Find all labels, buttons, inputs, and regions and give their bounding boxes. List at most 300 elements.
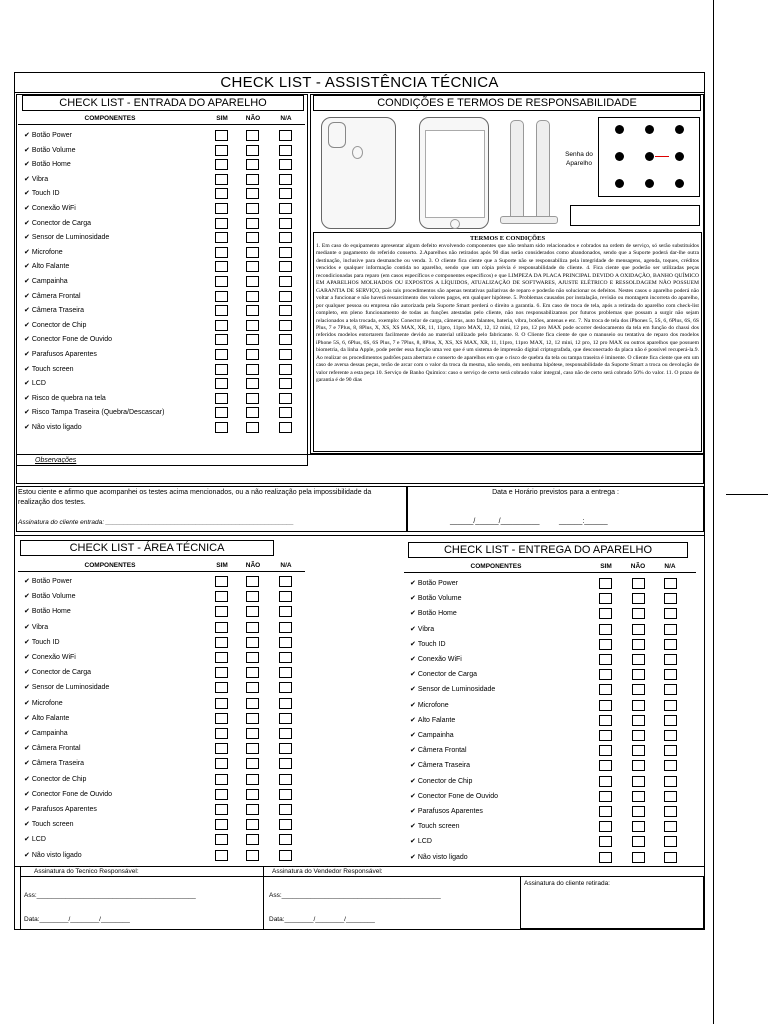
area-item-label: Parafusos Aparentes (31, 806, 97, 813)
entrada-checkbox-na[interactable] (279, 320, 292, 331)
area-checkbox-nao[interactable] (246, 819, 259, 830)
entrega-row (410, 837, 432, 845)
entrega-row (410, 579, 458, 587)
entrada-checkbox-sim[interactable] (215, 174, 228, 185)
check-icon: ✔ (24, 730, 30, 737)
area-checkbox-na[interactable] (279, 728, 292, 739)
entrada-checkbox-nao[interactable] (246, 247, 259, 258)
entrega-checkbox-sim[interactable] (599, 852, 612, 863)
area-checkbox-sim[interactable] (215, 698, 228, 709)
entrega-checkbox-sim[interactable] (599, 836, 612, 847)
entrada-checkbox-sim[interactable] (215, 218, 228, 229)
entrega-row (410, 701, 449, 709)
area-checkbox-na[interactable] (279, 743, 292, 754)
area-row (24, 729, 68, 737)
entrada-checkbox-sim[interactable] (215, 422, 228, 433)
area-checkbox-sim[interactable] (215, 606, 228, 617)
area-checkbox-nao[interactable] (246, 637, 259, 648)
data-previsao-blank[interactable]: ______/______/__________ ______:______ (450, 518, 608, 525)
area-item-label: Sensor de Luminosidade (31, 684, 110, 692)
entrega-checkbox-sim[interactable] (599, 654, 612, 665)
entrega-checkbox-na[interactable] (664, 684, 677, 695)
check-icon: ✔ (410, 792, 416, 800)
sign-tecnico-data[interactable]: Data:________/________/________ (24, 916, 130, 923)
area-item-label: Campainha (31, 730, 68, 737)
entrada-checkbox-sim[interactable] (215, 261, 228, 272)
sign-vendedor-ass[interactable]: Ass:____________________________________________ (269, 892, 441, 899)
area-checkbox-nao[interactable] (246, 728, 259, 739)
entrada-checkbox-sim[interactable] (215, 305, 228, 316)
area-checkbox-sim[interactable] (215, 652, 228, 663)
check-icon: ✔ (24, 307, 30, 315)
entrada-item-label: Não visto ligado (31, 424, 82, 431)
entrega-checkbox-nao[interactable] (632, 791, 645, 802)
entrada-row (24, 335, 112, 343)
area-item-label: Conector de Carga (31, 669, 92, 677)
check-icon: ✔ (24, 760, 30, 768)
assinatura-entrada[interactable]: Assinatura do cliente entrada: ____________________________________________________ (18, 519, 294, 526)
entrega-checkbox-nao[interactable] (632, 624, 645, 635)
entrega-title: CHECK LIST - ENTREGA DO APARELHO (408, 542, 688, 558)
area-col-components: COMPONENTES (84, 562, 136, 569)
check-icon: ✔ (24, 775, 30, 783)
entrega-col-sim: SIM (600, 563, 612, 570)
entrada-checkbox-sim[interactable] (215, 407, 228, 418)
entrada-checkbox-nao[interactable] (246, 159, 259, 170)
entrada-checkbox-nao[interactable] (246, 232, 259, 243)
entrada-checkbox-nao[interactable] (246, 305, 259, 316)
area-checkbox-sim[interactable] (215, 758, 228, 769)
area-checkbox-na[interactable] (279, 774, 292, 785)
entrega-checkbox-nao[interactable] (632, 593, 645, 604)
area-row (24, 699, 63, 707)
check-icon: ✔ (24, 851, 30, 859)
area-checkbox-nao[interactable] (246, 667, 259, 678)
entrada-checkbox-nao[interactable] (246, 145, 259, 156)
entrada-checkbox-na[interactable] (279, 203, 292, 214)
check-icon: ✔ (24, 336, 30, 344)
entrega-row (410, 609, 457, 617)
check-icon: ✔ (24, 684, 30, 692)
entrega-checkbox-na[interactable] (664, 730, 677, 741)
entrada-checkbox-nao[interactable] (246, 218, 259, 229)
entrada-item-label: Touch screen (31, 365, 74, 373)
entrada-col-na: N/A (280, 115, 292, 122)
conditions-title: CONDIÇÕES E TERMOS DE RESPONSABILIDADE (313, 95, 701, 111)
entrega-item-label: Botão Home (417, 610, 457, 618)
entrega-checkbox-nao[interactable] (632, 730, 645, 741)
area-row (24, 592, 75, 600)
entrega-item-label: Conector Fone de Ouvido (417, 792, 499, 800)
area-checkbox-nao[interactable] (246, 682, 259, 693)
area-checkbox-na[interactable] (279, 789, 292, 800)
entrega-checkbox-nao[interactable] (632, 654, 645, 665)
area-checkbox-sim[interactable] (215, 591, 228, 602)
check-icon: ✔ (410, 671, 416, 679)
entrega-item-label: Conexão WiFi (417, 656, 462, 663)
entrega-item-label: Campainha (417, 732, 454, 739)
area-checkbox-nao[interactable] (246, 758, 259, 769)
observacoes-box[interactable] (16, 454, 704, 484)
entrega-checkbox-nao[interactable] (632, 776, 645, 787)
entrada-checkbox-sim[interactable] (215, 232, 228, 243)
phone-side-image-1 (510, 120, 524, 222)
entrega-row (410, 822, 460, 830)
entrega-checkbox-na[interactable] (664, 776, 677, 787)
entrada-checkbox-na[interactable] (279, 174, 292, 185)
area-checkbox-nao[interactable] (246, 774, 259, 785)
entrega-checkbox-nao[interactable] (632, 684, 645, 695)
entrega-checkbox-sim[interactable] (599, 715, 612, 726)
entrada-item-label: Conector de Carga (31, 219, 92, 227)
area-checkbox-sim[interactable] (215, 804, 228, 815)
check-icon: ✔ (24, 578, 30, 585)
entrega-col-components: COMPONENTES (470, 563, 522, 570)
entrada-checkbox-sim[interactable] (215, 188, 228, 199)
check-icon: ✔ (24, 836, 30, 844)
entrega-item-label: Botão Volume (417, 595, 462, 603)
area-checkbox-sim[interactable] (215, 819, 228, 830)
entrega-checkbox-sim[interactable] (599, 730, 612, 741)
entrada-checkbox-sim[interactable] (215, 291, 228, 302)
entrega-item-label: Não visto ligado (417, 853, 468, 861)
entrega-col-na: N/A (664, 563, 676, 570)
entrada-checkbox-nao[interactable] (246, 378, 259, 389)
entrega-checkbox-nao[interactable] (632, 821, 645, 832)
entrega-checkbox-nao[interactable] (632, 806, 645, 817)
area-item-label: Câmera Traseira (31, 760, 85, 768)
entrada-checkbox-sim[interactable] (215, 320, 228, 331)
entrada-checkbox-na[interactable] (279, 334, 292, 345)
area-checkbox-nao[interactable] (246, 652, 259, 663)
area-checkbox-sim[interactable] (215, 774, 228, 785)
area-checkbox-sim[interactable] (215, 834, 228, 845)
entrega-checkbox-na[interactable] (664, 608, 677, 619)
area-checkbox-na[interactable] (279, 698, 292, 709)
entrada-col-nao: NÃO (245, 115, 261, 122)
area-item-label: Conector Fone de Ouvido (31, 790, 113, 798)
entrega-checkbox-na[interactable] (664, 836, 677, 847)
entrada-checkbox-nao[interactable] (246, 334, 259, 345)
entrada-checkbox-nao[interactable] (246, 174, 259, 185)
entrada-checkbox-sim[interactable] (215, 145, 228, 156)
entrega-checkbox-na[interactable] (664, 852, 677, 863)
sign-tecnico-ass[interactable]: Ass:____________________________________________ (24, 892, 196, 899)
check-icon: ✔ (410, 838, 416, 846)
entrada-checkbox-na[interactable] (279, 276, 292, 287)
area-checkbox-na[interactable] (279, 834, 292, 845)
entrada-checkbox-sim[interactable] (215, 349, 228, 360)
area-checkbox-sim[interactable] (215, 713, 228, 724)
area-row (24, 805, 97, 813)
entrada-checkbox-na[interactable] (279, 305, 292, 316)
entrada-checkbox-na[interactable] (279, 261, 292, 272)
area-checkbox-na[interactable] (279, 758, 292, 769)
area-checkbox-nao[interactable] (246, 743, 259, 754)
area-checkbox-nao[interactable] (246, 713, 259, 724)
area-checkbox-na[interactable] (279, 591, 292, 602)
entrega-checkbox-sim[interactable] (599, 684, 612, 695)
entrega-row (410, 640, 446, 648)
area-checkbox-sim[interactable] (215, 637, 228, 648)
title-underline (14, 92, 705, 93)
entrega-checkbox-nao[interactable] (632, 608, 645, 619)
entrada-row (24, 248, 63, 256)
entrega-item-label: Conector de Chip (417, 777, 473, 785)
entrega-checkbox-sim[interactable] (599, 639, 612, 650)
entrada-checkbox-sim[interactable] (215, 364, 228, 375)
check-icon: ✔ (24, 714, 30, 722)
area-item-label: Microfone (31, 699, 63, 707)
area-row (24, 851, 82, 859)
area-checkbox-nao[interactable] (246, 804, 259, 815)
entrada-item-label: LCD (31, 380, 46, 388)
entrega-checkbox-nao[interactable] (632, 836, 645, 847)
area-checkbox-nao[interactable] (246, 789, 259, 800)
margin-mark (726, 494, 768, 495)
entrega-checkbox-na[interactable] (664, 791, 677, 802)
entrada-checkbox-sim[interactable] (215, 276, 228, 287)
entrega-checkbox-na[interactable] (664, 745, 677, 756)
area-checkbox-sim[interactable] (215, 622, 228, 633)
area-row (24, 759, 84, 767)
check-icon: ✔ (410, 823, 416, 831)
entrega-checkbox-na[interactable] (664, 578, 677, 589)
entrada-checkbox-na[interactable] (279, 232, 292, 243)
entrega-checkbox-na[interactable] (664, 821, 677, 832)
entrada-item-label: Conector de Chip (31, 321, 87, 329)
entrada-checkbox-nao[interactable] (246, 188, 259, 199)
entrada-checkbox-sim[interactable] (215, 159, 228, 170)
area-item-label: Botão Power (31, 578, 72, 585)
entrega-checkbox-sim[interactable] (599, 760, 612, 771)
entrega-checkbox-sim[interactable] (599, 776, 612, 787)
entrega-checkbox-nao[interactable] (632, 578, 645, 589)
entrada-checkbox-na[interactable] (279, 247, 292, 258)
entrada-item-label: Vibra (31, 175, 49, 183)
check-icon: ✔ (24, 394, 30, 402)
area-row (24, 683, 109, 691)
entrada-checkbox-sim[interactable] (215, 334, 228, 345)
entrega-checkbox-nao[interactable] (632, 760, 645, 771)
entrega-checkbox-nao[interactable] (632, 700, 645, 711)
entrega-checkbox-sim[interactable] (599, 700, 612, 711)
area-item-label: Alto Falante (31, 714, 70, 722)
entrada-item-label: Campainha (31, 278, 68, 285)
entrada-checkbox-nao[interactable] (246, 276, 259, 287)
entrega-item-label: Alto Falante (417, 716, 456, 724)
entrada-row (24, 292, 81, 300)
check-icon: ✔ (410, 716, 416, 724)
phone-side-base (500, 216, 558, 224)
entrega-checkbox-na[interactable] (664, 654, 677, 665)
area-row (24, 790, 112, 798)
area-checkbox-nao[interactable] (246, 591, 259, 602)
phone-side-image-2 (536, 120, 550, 222)
area-row (24, 775, 86, 783)
check-icon: ✔ (410, 701, 416, 709)
entrega-checkbox-sim[interactable] (599, 624, 612, 635)
area-checkbox-na[interactable] (279, 850, 292, 861)
area-checkbox-nao[interactable] (246, 606, 259, 617)
entrada-checkbox-nao[interactable] (246, 349, 259, 360)
area-checkbox-na[interactable] (279, 819, 292, 830)
area-checkbox-na[interactable] (279, 576, 292, 587)
area-checkbox-sim[interactable] (215, 576, 228, 587)
entrada-item-label: Risco de quebra na tela (31, 394, 106, 402)
phone-back-image (321, 117, 396, 229)
area-checkbox-na[interactable] (279, 667, 292, 678)
area-checkbox-na[interactable] (279, 606, 292, 617)
entrega-row (410, 685, 495, 693)
area-checkbox-sim[interactable] (215, 743, 228, 754)
entrega-checkbox-sim[interactable] (599, 821, 612, 832)
entrada-checkbox-na[interactable] (279, 349, 292, 360)
area-row (24, 623, 48, 631)
entrada-checkbox-na[interactable] (279, 407, 292, 418)
area-checkbox-nao[interactable] (246, 850, 259, 861)
entrada-checkbox-sim[interactable] (215, 378, 228, 389)
entrega-item-label: Sensor de Luminosidade (417, 686, 496, 694)
entrega-checkbox-na[interactable] (664, 669, 677, 680)
area-checkbox-na[interactable] (279, 622, 292, 633)
area-checkbox-nao[interactable] (246, 576, 259, 587)
area-row (24, 577, 72, 585)
check-icon: ✔ (24, 248, 30, 256)
area-checkbox-na[interactable] (279, 652, 292, 663)
entrada-checkbox-nao[interactable] (246, 291, 259, 302)
area-checkbox-nao[interactable] (246, 622, 259, 633)
entrada-checkbox-sim[interactable] (215, 393, 228, 404)
check-icon: ✔ (24, 745, 30, 753)
entrada-checkbox-sim[interactable] (215, 203, 228, 214)
entrega-row (410, 731, 454, 739)
password-pattern-grid[interactable] (598, 117, 700, 197)
area-checkbox-na[interactable] (279, 682, 292, 693)
entrega-checkbox-nao[interactable] (632, 852, 645, 863)
entrada-checkbox-nao[interactable] (246, 407, 259, 418)
area-checkbox-sim[interactable] (215, 667, 228, 678)
check-icon: ✔ (410, 656, 416, 663)
entrada-checkbox-na[interactable] (279, 364, 292, 375)
entrega-checkbox-na[interactable] (664, 806, 677, 817)
check-icon: ✔ (410, 595, 416, 603)
entrega-row (410, 807, 483, 815)
entrada-checkbox-na[interactable] (279, 218, 292, 229)
entrada-checkbox-nao[interactable] (246, 422, 259, 433)
observacoes-label: Observações (35, 457, 77, 464)
area-item-label: Câmera Frontal (31, 745, 81, 753)
check-icon: ✔ (24, 593, 30, 601)
check-icon: ✔ (24, 638, 30, 646)
area-checkbox-na[interactable] (279, 637, 292, 648)
entrada-row (24, 423, 82, 431)
entrada-checkbox-na[interactable] (279, 145, 292, 156)
entrega-checkbox-nao[interactable] (632, 669, 645, 680)
entrega-checkbox-sim[interactable] (599, 791, 612, 802)
entrada-checkbox-na[interactable] (279, 291, 292, 302)
entrega-checkbox-sim[interactable] (599, 608, 612, 619)
area-row (24, 668, 91, 676)
area-checkbox-na[interactable] (279, 713, 292, 724)
entrada-checkbox-sim[interactable] (215, 247, 228, 258)
entrega-row (410, 761, 470, 769)
entrega-checkbox-sim[interactable] (599, 578, 612, 589)
entrada-checkbox-na[interactable] (279, 393, 292, 404)
check-icon: ✔ (24, 623, 30, 631)
entrega-checkbox-nao[interactable] (632, 745, 645, 756)
entrada-checkbox-na[interactable] (279, 188, 292, 199)
check-icon: ✔ (410, 808, 416, 815)
entrega-checkbox-na[interactable] (664, 624, 677, 635)
area-checkbox-sim[interactable] (215, 682, 228, 693)
terms-title: TERMOS E CONDIÇÕES (469, 235, 546, 242)
entrada-item-label: Microfone (31, 248, 63, 256)
area-col-sim: SIM (216, 562, 228, 569)
data-previsao-label: Data e Horário previstos para a entrega : (492, 489, 619, 496)
check-icon: ✔ (24, 608, 30, 616)
entrada-checkbox-nao[interactable] (246, 364, 259, 375)
entrega-checkbox-nao[interactable] (632, 639, 645, 650)
entrega-checkbox-na[interactable] (664, 760, 677, 771)
area-checkbox-na[interactable] (279, 804, 292, 815)
entrada-checkbox-nao[interactable] (246, 130, 259, 141)
entrada-checkbox-nao[interactable] (246, 393, 259, 404)
entrega-checkbox-na[interactable] (664, 715, 677, 726)
entrada-row (24, 160, 71, 168)
check-icon: ✔ (410, 686, 416, 694)
entrega-checkbox-sim[interactable] (599, 745, 612, 756)
entrada-checkbox-na[interactable] (279, 422, 292, 433)
area-col-nao: NÃO (245, 562, 261, 569)
entrega-checkbox-sim[interactable] (599, 806, 612, 817)
entrada-checkbox-nao[interactable] (246, 203, 259, 214)
check-icon: ✔ (24, 699, 30, 707)
entrada-checkbox-sim[interactable] (215, 130, 228, 141)
check-icon: ✔ (410, 762, 416, 770)
entrega-checkbox-sim[interactable] (599, 593, 612, 604)
area-col-header-line (18, 571, 305, 572)
entrega-checkbox-sim[interactable] (599, 669, 612, 680)
entrega-item-label: Câmera Traseira (417, 762, 471, 770)
entrega-checkbox-na[interactable] (664, 639, 677, 650)
entrada-checkbox-nao[interactable] (246, 261, 259, 272)
entrada-row (24, 175, 48, 183)
area-checkbox-nao[interactable] (246, 834, 259, 845)
entrada-row (24, 277, 68, 285)
entrega-item-label: Conector de Carga (417, 671, 478, 679)
check-icon: ✔ (24, 669, 30, 677)
entrada-checkbox-na[interactable] (279, 130, 292, 141)
entrega-checkbox-na[interactable] (664, 593, 677, 604)
check-icon: ✔ (24, 654, 30, 661)
entrega-row (410, 594, 461, 602)
sign-vendedor-data[interactable]: Data:________/________/________ (269, 916, 375, 923)
area-checkbox-nao[interactable] (246, 698, 259, 709)
check-icon: ✔ (410, 640, 416, 648)
entrada-row (24, 379, 46, 387)
password-text-field[interactable] (570, 205, 700, 226)
entrega-checkbox-nao[interactable] (632, 715, 645, 726)
entrada-checkbox-na[interactable] (279, 378, 292, 389)
entrada-checkbox-na[interactable] (279, 159, 292, 170)
area-checkbox-sim[interactable] (215, 728, 228, 739)
area-checkbox-sim[interactable] (215, 850, 228, 861)
check-icon: ✔ (24, 161, 30, 169)
area-checkbox-sim[interactable] (215, 789, 228, 800)
entrada-checkbox-nao[interactable] (246, 320, 259, 331)
entrega-checkbox-na[interactable] (664, 700, 677, 711)
